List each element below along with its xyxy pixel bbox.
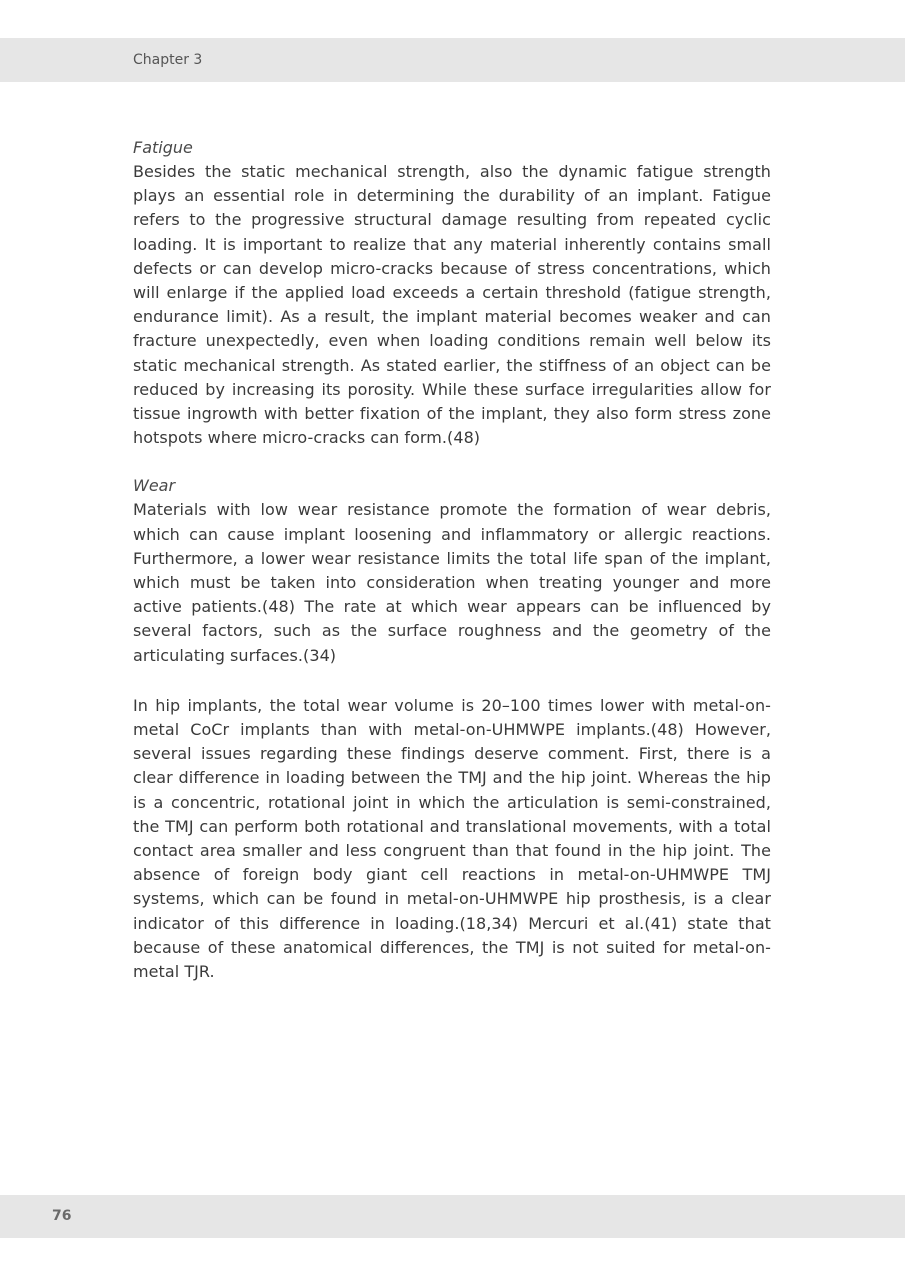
chapter-label: Chapter 3	[133, 52, 203, 68]
paragraph-wear-2: In hip implants, the total wear volume is 20–100 times lower with metal-on-metal CoCr implants than with metal-on-UHMWPE implants.(48) However, several issues regarding these findings deserve comment. First, there is a clear difference in loading between the TMJ and the hip joint. Whereas the hip is a concentric, rotational joint in which the articulation is semi-constrained, the TMJ can perform both rotational and translational movements, with a total contact area smaller and less congruent than that found in the hip joint. The absence of foreign body giant cell reactions in metal-on-UHMWPE TMJ systems, which can be found in metal-on-UHMWPE hip prosthesis, is a clear indicator of this difference in loading.(18,34) Mercuri et al.(41) state that because of these anatomical differences, the TMJ is not suited for metal-on-metal TJR.	[133, 695, 771, 982]
section-heading-wear: Wear	[133, 476, 176, 496]
section-heading-fatigue: Fatigue	[133, 138, 193, 157]
page-body	[133, 136, 771, 984]
paragraph-fatigue: Besides the static mechanical strength, also the dynamic fatigue strength plays an essential role in determining the durability of an implant. Fatigue refers to the progressive structural damage resulting from repeated cyclic loading. It is important to realize that any material inherently contains small defects or can develop micro-cracks because of stress concentrations, which will enlarge if the applied load exceeds a certain threshold (fatigue strength, endurance limit). As a result, the implant material becomes weaker and can fracture unexpectedly, even when loading conditions remain well below its static mechanical strength. As stated earlier, the stiffness of an object can be reduced by increasing its porosity. While these surface irregularities allow for tissue ingrowth with better fixation of the implant, they also form stress zone hotspots where micro-cracks can form.(48)	[133, 162, 771, 448]
paragraph-wear-1: Materials with low wear resistance promote the formation of wear debris, which can cause implant loosening and inflammatory or allergic reactions. Furthermore, a lower wear resistance limits the total life span of the implant, which must be taken into consideration when treating younger and more active patients.(48) The rate at which wear appears can be influenced by several factors, such as the surface roughness and the geometry of the articulating surfaces.(34)	[133, 500, 771, 665]
running-footer	[0, 1195, 905, 1238]
page-number: 76	[52, 1208, 72, 1224]
running-header	[0, 38, 905, 82]
